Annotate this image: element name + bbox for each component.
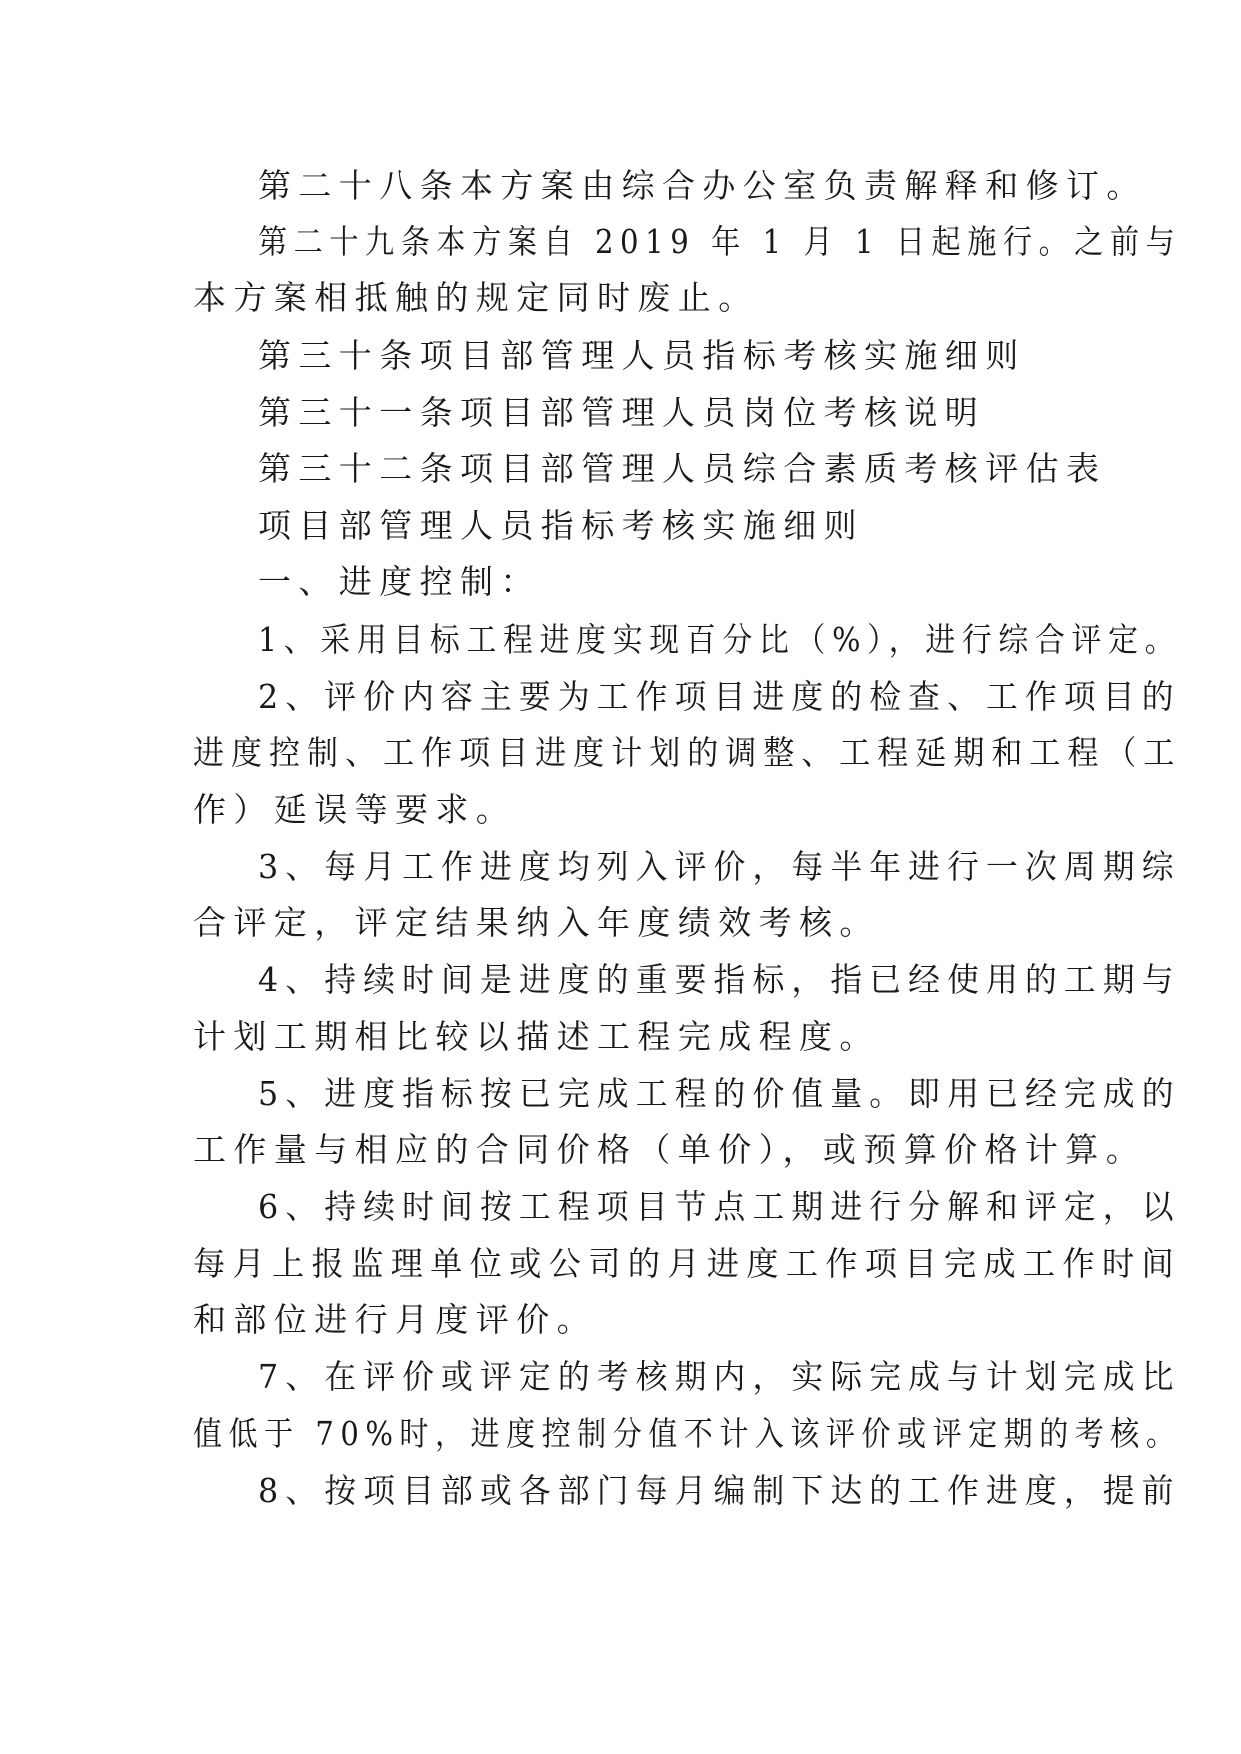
- item-3-line-2: 合评定，评定结果纳入年度绩效考核。: [193, 903, 880, 942]
- article-31: 第三十一条项目部管理人员岗位考核说明: [258, 393, 986, 432]
- item-7-line-1: 7、在评价或评定的考核期内，实际完成与计划完成比: [258, 1357, 1181, 1396]
- item-4-line-2: 计划工期相比较以描述工程完成程度。: [193, 1017, 880, 1056]
- item-2-line-1: 2、评价内容主要为工作项目进度的检查、工作项目的: [258, 677, 1181, 716]
- item-6-line-3: 和部位进行月度评价。: [193, 1300, 597, 1339]
- subsection-heading: 一、进度控制：: [258, 562, 541, 601]
- item-8-line-1: 8、按项目部或各部门每月编制下达的工作进度，提前: [258, 1471, 1181, 1510]
- section-heading: 项目部管理人员指标考核实施细则: [258, 506, 864, 545]
- item-4-line-1: 4、持续时间是进度的重要指标，指已经使用的工期与: [258, 960, 1181, 999]
- item-2-line-3: 作）延误等要求。: [193, 790, 517, 829]
- item-5-line-2: 工作量与相应的合同价格（单价），或预算价格计算。: [193, 1130, 1147, 1169]
- article-29-line-1: 第二十九条本方案自 2019 年 1 月 1 日起施行。之前与: [258, 222, 1182, 261]
- item-2-line-2: 进度控制、工作项目进度计划的调整、工程延期和工程（工: [193, 733, 1182, 772]
- article-28: 第二十八条本方案由综合办公室负责解释和修订。: [258, 166, 1147, 205]
- item-5-line-1: 5、进度指标按已完成工程的价值量。即用已经完成的: [258, 1074, 1181, 1113]
- item-3-line-1: 3、每月工作进度均列入评价，每半年进行一次周期综: [258, 847, 1181, 886]
- article-29-line-2: 本方案相抵触的规定同时废止。: [193, 278, 759, 317]
- item-7-line-2: 值低于 70%时，进度控制分值不计入该评价或评定期的考核。: [193, 1414, 1182, 1453]
- item-6-line-2: 每月上报监理单位或公司的月进度工作项目完成工作时间: [193, 1244, 1181, 1283]
- item-1: 1、采用目标工程进度实现百分比（%），进行综合评定。: [258, 620, 1182, 659]
- item-6-line-1: 6、持续时间按工程项目节点工期进行分解和评定，以: [258, 1187, 1181, 1226]
- article-32: 第三十二条项目部管理人员综合素质考核评估表: [258, 449, 1107, 488]
- article-30: 第三十条项目部管理人员指标考核实施细则: [258, 336, 1026, 375]
